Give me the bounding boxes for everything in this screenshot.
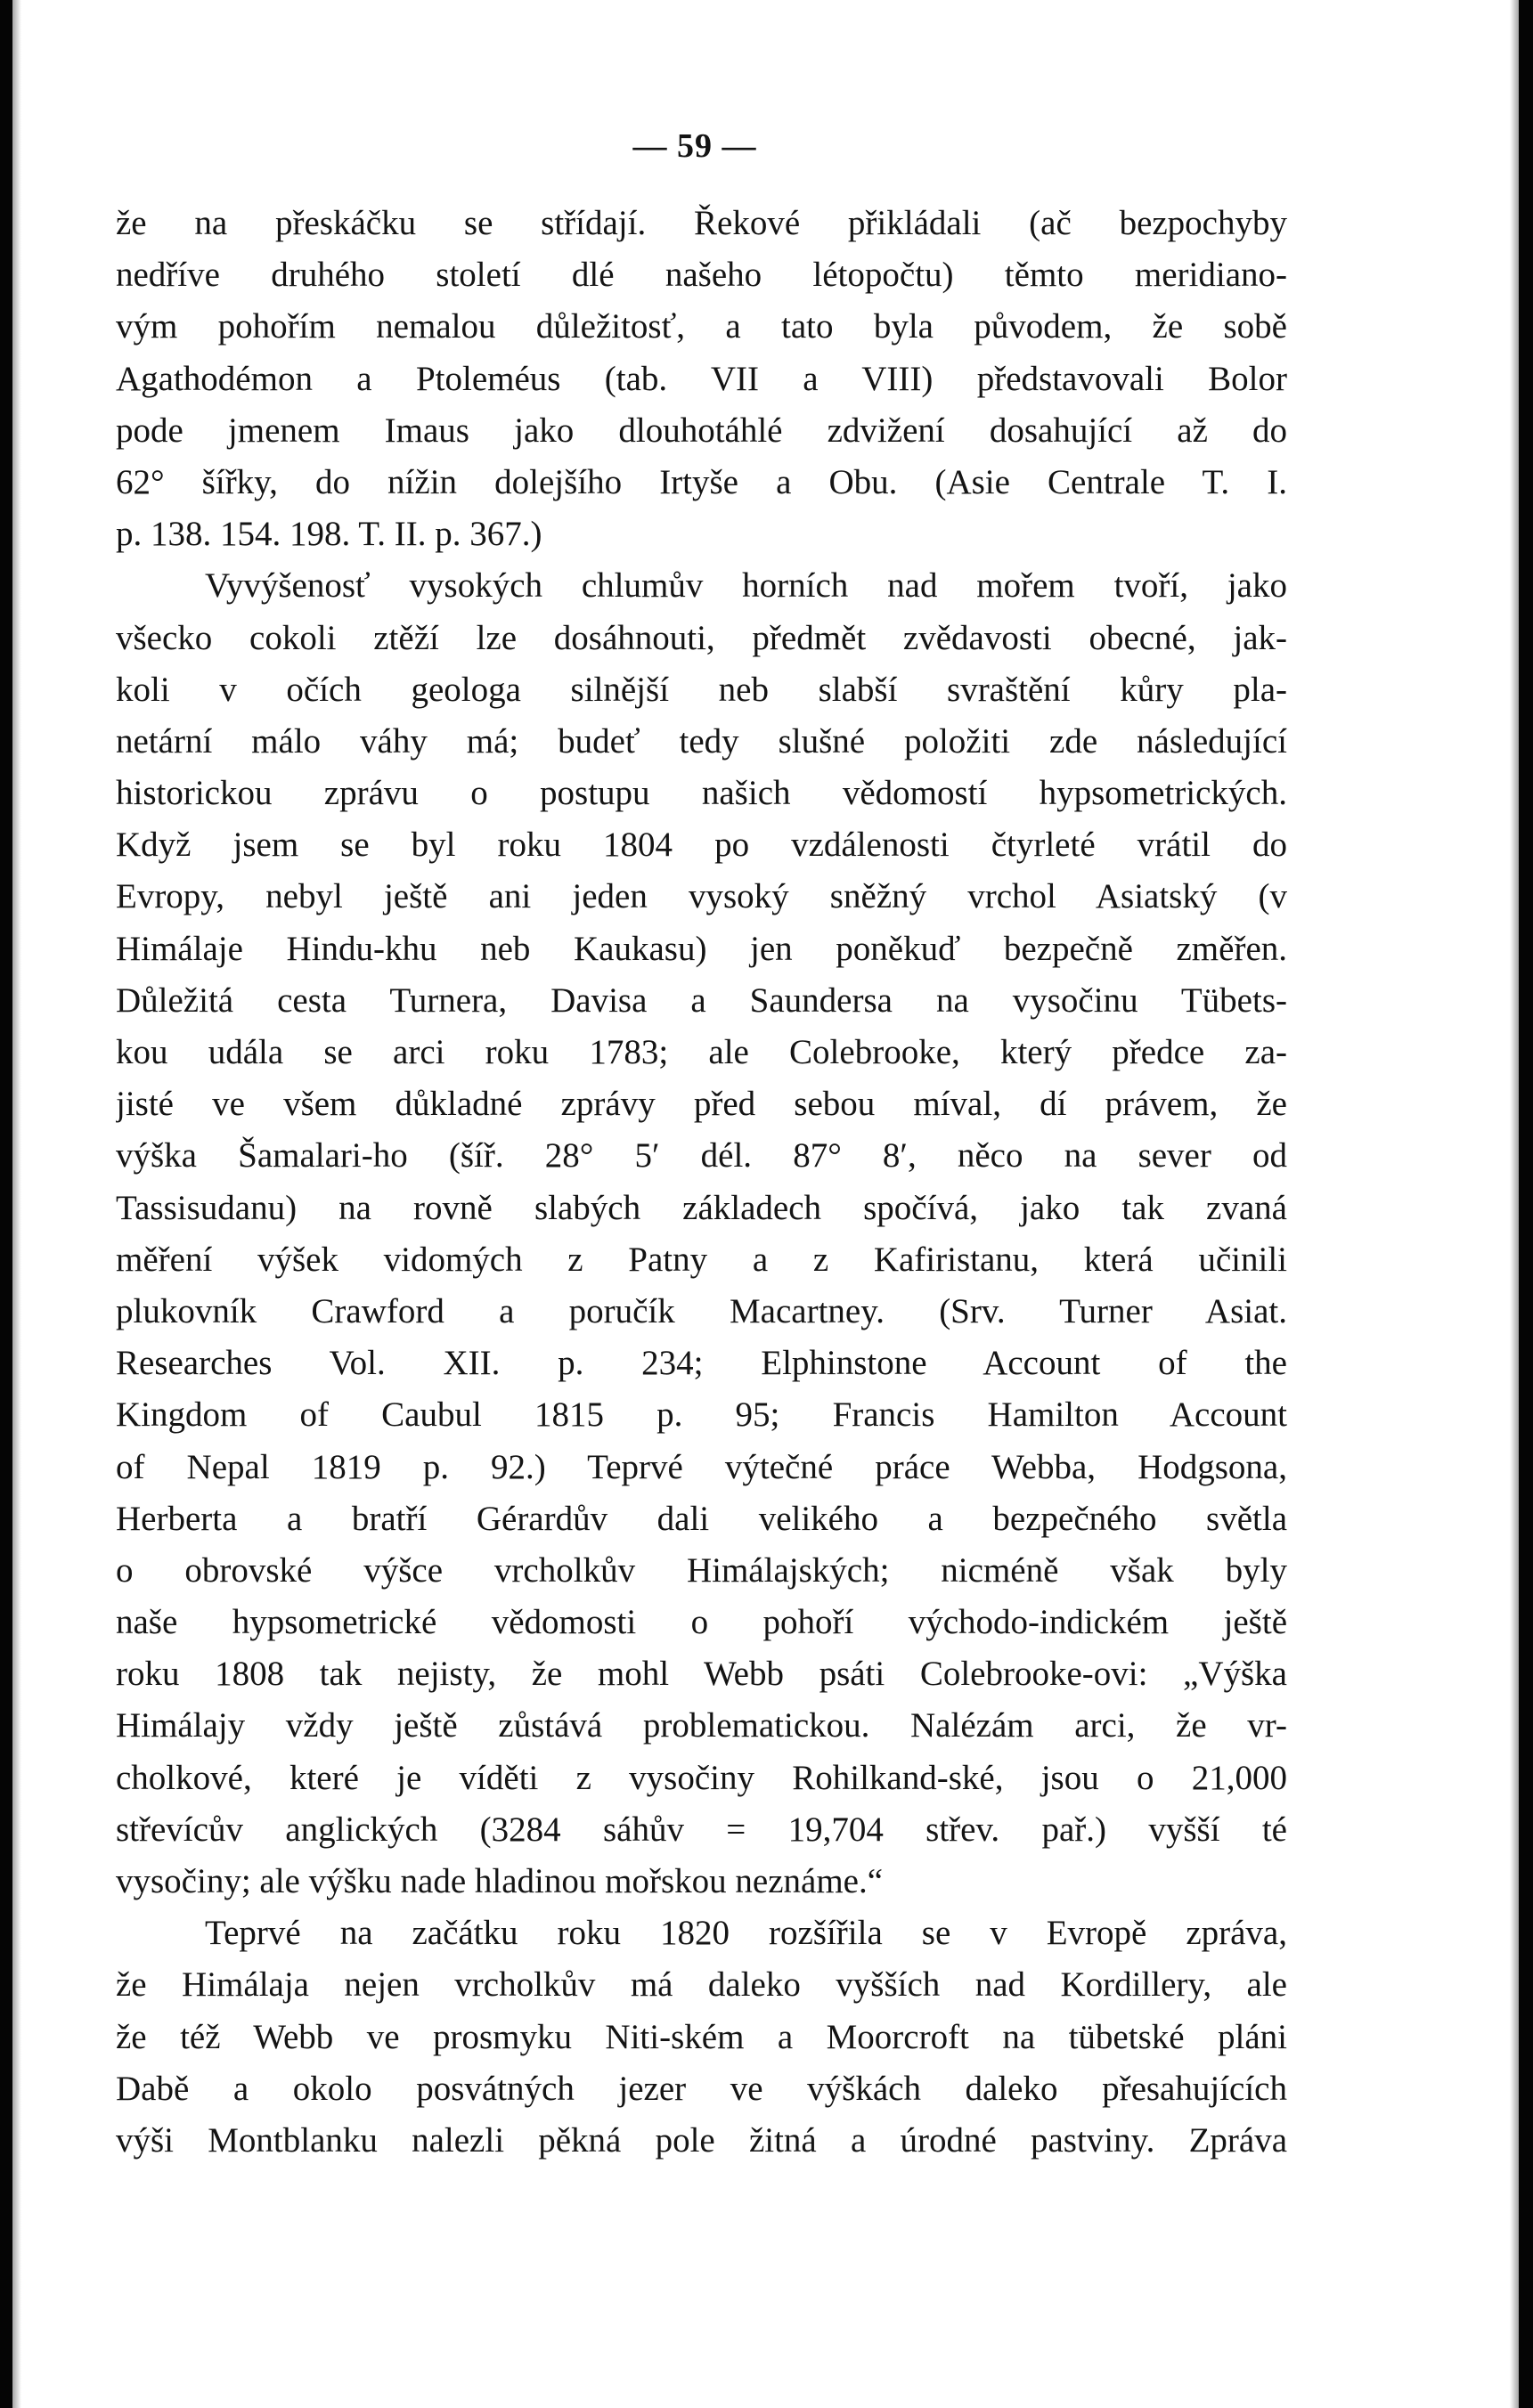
text-line: že též Webb ve prosmyku Niti-ském a Moorcroft na tübetské pláni [116, 2017, 1287, 2056]
text-line: p. 138. 154. 198. T. II. p. 367.) [116, 515, 542, 554]
scan-right-border [1519, 0, 1533, 2408]
text-line: všecko cokoli ztěží lze dosáhnouti, předmět zvědavosti obecné, jak- [116, 618, 1287, 657]
text-line: Když jsem se byl roku 1804 po vzdálenosti čtyrleté vrátil do [116, 826, 1287, 865]
text-line: roku 1808 tak nejisty, že mohl Webb psáti Colebrooke-ovi: „Výška [116, 1655, 1287, 1694]
text-line: Himálajy vždy ještě zůstává problematickou. Nalézám arci, že vr- [116, 1706, 1287, 1745]
text-line: Dabě a okolo posvátných jezer ve výškách daleko přesahujících [116, 2069, 1287, 2108]
text-line: Tassisudanu) na rovně slabých základech spočívá, jako tak zvaná [116, 1188, 1287, 1227]
text-line: že na přeskáčku se střídají. Řekové přikládali (ač bezpochyby [116, 204, 1287, 242]
text-line: Herberta a bratří Gérardův dali velikého a bezpečného světla [116, 1499, 1287, 1538]
text-line: Himálaje Hindu-khu neb Kaukasu) jen poněkuď bezpečně změřen. [116, 929, 1287, 968]
text-line: výška Šamalari-ho (šíř. 28° 5′ dél. 87° 8′, něco na sever od [116, 1136, 1287, 1176]
scan-left-shadow [12, 0, 21, 2408]
text-line: Researches Vol. XII. p. 234; Elphinstone Account of the [116, 1344, 1287, 1383]
text-line: cholkové, které je víděti z vysočiny Rohilkand-ské, jsou o 21,000 [116, 1758, 1287, 1797]
scan-right-shadow [1510, 0, 1519, 2408]
text-line: vým pohořím nemalou důležitosť, a tato byla původem, že sobě [116, 307, 1287, 346]
paragraph-start-line: Teprvé na začátku roku 1820 rozšířila se v Evropě zpráva, [205, 1914, 1287, 1953]
text-line: že Himálaja nejen vrcholkův má daleko vyšších nad Kordillery, ale [116, 1965, 1287, 2005]
text-line: pode jmenem Imaus jako dlouhotáhlé zdvižení dosahující až do [116, 411, 1287, 450]
text-line: netární málo váhy má; budeť tedy slušné položiti zde následující [116, 721, 1287, 761]
text-line: Kingdom of Caubul 1815 p. 95; Francis Hamilton Account [116, 1395, 1287, 1435]
body-text [116, 198, 1287, 2167]
text-line: výši Montblanku nalezli pěkná pole žitná a úrodné pastviny. Zpráva [116, 2120, 1287, 2160]
page-number: — 59 — [632, 127, 757, 165]
text-line: Důležitá cesta Turnera, Davisa a Saundersa na vysočinu Tübets- [116, 980, 1287, 1020]
text-line: plukovník Crawford a poručík Macartney. (Srv. Turner Asiat. [116, 1291, 1287, 1330]
text-line: 62° šířky, do nížin dolejšího Irtyše a Obu. (Asie Centrale T. I. [116, 462, 1287, 501]
text-line: koli v očích geologa silnější neb slabší svraštění kůry pla- [116, 670, 1287, 709]
text-line: of Nepal 1819 p. 92.) Teprvé výtečné práce Webba, Hodgsona, [116, 1447, 1287, 1486]
scan-left-border [0, 0, 12, 2408]
paragraph-start-line: Vyvýšenosť vysokých chlumův horních nad mořem tvoří, jako [205, 566, 1287, 606]
text-line: vysočiny; ale výšku nade hladinou mořskou neznáme.“ [116, 1862, 884, 1900]
text-line: naše hypsometrické vědomosti o pohoří východo-indickém ještě [116, 1603, 1287, 1642]
text-line: jisté ve všem důkladné zprávy před sebou míval, dí právem, že [116, 1085, 1287, 1124]
text-line: o obrovské výšce vrcholkův Himálajských; nicméně však byly [116, 1550, 1287, 1590]
text-line: Agathodémon a Ptoleméus (tab. VII a VIII) představovali Bolor [116, 359, 1287, 398]
text-line: měření výšek vidomých z Patny a z Kafiristanu, která učinili [116, 1240, 1287, 1279]
text-line: kou udála se arci roku 1783; ale Colebrooke, který předce za- [116, 1033, 1287, 1071]
text-line: Evropy, nebyl ještě ani jeden vysoký sněžný vrchol Asiatský (v [116, 877, 1287, 916]
text-line: střevícův anglických (3284 sáhův = 19,704 střev. pař.) vyšší té [116, 1810, 1287, 1849]
text-line: nedříve druhého století dlé našeho létopočtu) těmto meridiano- [116, 256, 1287, 295]
text-line: historickou zprávu o postupu našich vědomostí hypsometrických. [116, 774, 1287, 813]
